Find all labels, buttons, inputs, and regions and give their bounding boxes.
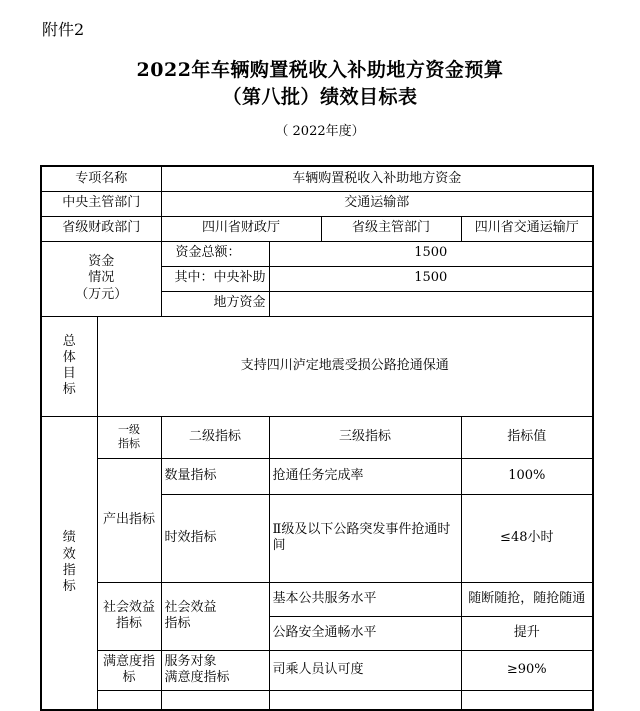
goal-char-1: 总: [62, 333, 76, 349]
total-value: 1500: [269, 241, 593, 266]
prov-dept-label: 省级主管部门: [321, 216, 461, 241]
social-value-2: 提升: [461, 616, 593, 650]
total-label: 资金总额：: [161, 241, 269, 266]
row-satisfaction: [41, 650, 593, 690]
social-item-2: 公路安全通畅水平: [269, 616, 461, 650]
satis-l1-line2: 标: [122, 670, 136, 685]
social-value-1: 随断随抢，随抢随通: [461, 582, 593, 616]
col-value-header: 指标值: [461, 416, 593, 458]
goal-char-4: 标: [62, 382, 76, 398]
goal-char-3: 目: [62, 366, 76, 381]
row-overall-goal: [41, 316, 593, 416]
year-label: （ 2022年度）: [275, 124, 365, 139]
prov-finance-value: 四川省财政厅: [161, 216, 321, 241]
row-prov-dept: [41, 216, 593, 241]
social-l2-line1: 社会效益: [164, 599, 217, 615]
funds-label-line1: 资金: [88, 254, 115, 270]
central-dept-value: 交通运输部: [161, 191, 593, 216]
goal-char-2: 体: [62, 349, 76, 365]
funds-label: [41, 241, 161, 316]
time-item: Ⅱ级及以下公路突发事件抢通时间: [269, 494, 461, 582]
continuation-cell-1: [97, 690, 161, 710]
output-label: 产出指标: [97, 458, 161, 582]
local-label: 地方资金: [161, 291, 269, 316]
col-level1-line2: 指标: [118, 437, 140, 450]
qty-label: 数量指标: [161, 458, 269, 494]
row-social-1: [41, 582, 593, 616]
title-line-2: （第八批）绩效目标表: [222, 86, 418, 108]
performance-table: [40, 165, 594, 711]
col-level3-header: 三级指标: [269, 416, 461, 458]
row-funds-total: [41, 241, 593, 266]
row-indicator-header: [41, 416, 593, 458]
col-level1-line1: 一级: [118, 423, 140, 437]
local-value: [269, 291, 593, 316]
social-l1-line2: 指标: [116, 616, 143, 631]
row-project: [41, 166, 593, 191]
central-dept-label: 中央主管部门: [41, 191, 161, 216]
perf-char-1: 绩: [62, 530, 76, 546]
project-value: 车辆购置税收入补助地方资金: [161, 166, 593, 191]
qty-item: 抢通任务完成率: [269, 458, 461, 494]
social-l1-line1: 社会效益: [103, 599, 156, 615]
satis-l2-line1: 服务对象: [164, 653, 217, 669]
social-l1-label: [97, 582, 161, 650]
central-sub-label: 其中：中央补助: [161, 266, 269, 291]
goal-value: 支持四川泸定地震受损公路抢通保通: [97, 316, 593, 416]
col-level1-header: [97, 416, 161, 458]
social-item-1: 基本公共服务水平: [269, 582, 461, 616]
time-label: 时效指标: [161, 494, 269, 582]
satis-l1-line1: 满意度指: [103, 653, 156, 669]
project-label: 专项名称: [41, 166, 161, 191]
funds-label-line3: （万元）: [75, 286, 128, 302]
social-l2-label: [161, 582, 269, 650]
satis-value: ≥90%: [461, 650, 593, 690]
satis-l2-label: [161, 650, 269, 690]
satis-l1-label: [97, 650, 161, 690]
satis-l2-line2: 满意度指标: [164, 670, 230, 685]
social-l2-line2: 指标: [164, 616, 191, 631]
perf-char-4: 标: [62, 579, 76, 594]
row-continuation: [41, 690, 593, 710]
col-level2-header: 二级指标: [161, 416, 269, 458]
qty-value: 100%: [461, 458, 593, 494]
perf-char-2: 效: [62, 546, 76, 562]
continuation-cell-4: [461, 690, 593, 710]
perf-char-3: 指: [62, 562, 76, 578]
title-line-1: 2022年车辆购置税收入补助地方资金预算: [136, 59, 504, 81]
goal-label: [41, 316, 97, 416]
continuation-cell-2: [161, 690, 269, 710]
prov-dept-value: 四川省交通运输厅: [461, 216, 593, 241]
satis-item: 司乘人员认可度: [269, 650, 461, 690]
funds-label-line2: 情况: [88, 270, 115, 286]
continuation-cell-3: [269, 690, 461, 710]
prov-finance-label: 省级财政部门: [41, 216, 161, 241]
time-value: ≤48小时: [461, 494, 593, 582]
row-qty: [41, 458, 593, 494]
row-central-dept: [41, 191, 593, 216]
central-sub-value: 1500: [269, 266, 593, 291]
perf-label: [41, 416, 97, 710]
attachment-label: 附件2: [42, 20, 85, 39]
